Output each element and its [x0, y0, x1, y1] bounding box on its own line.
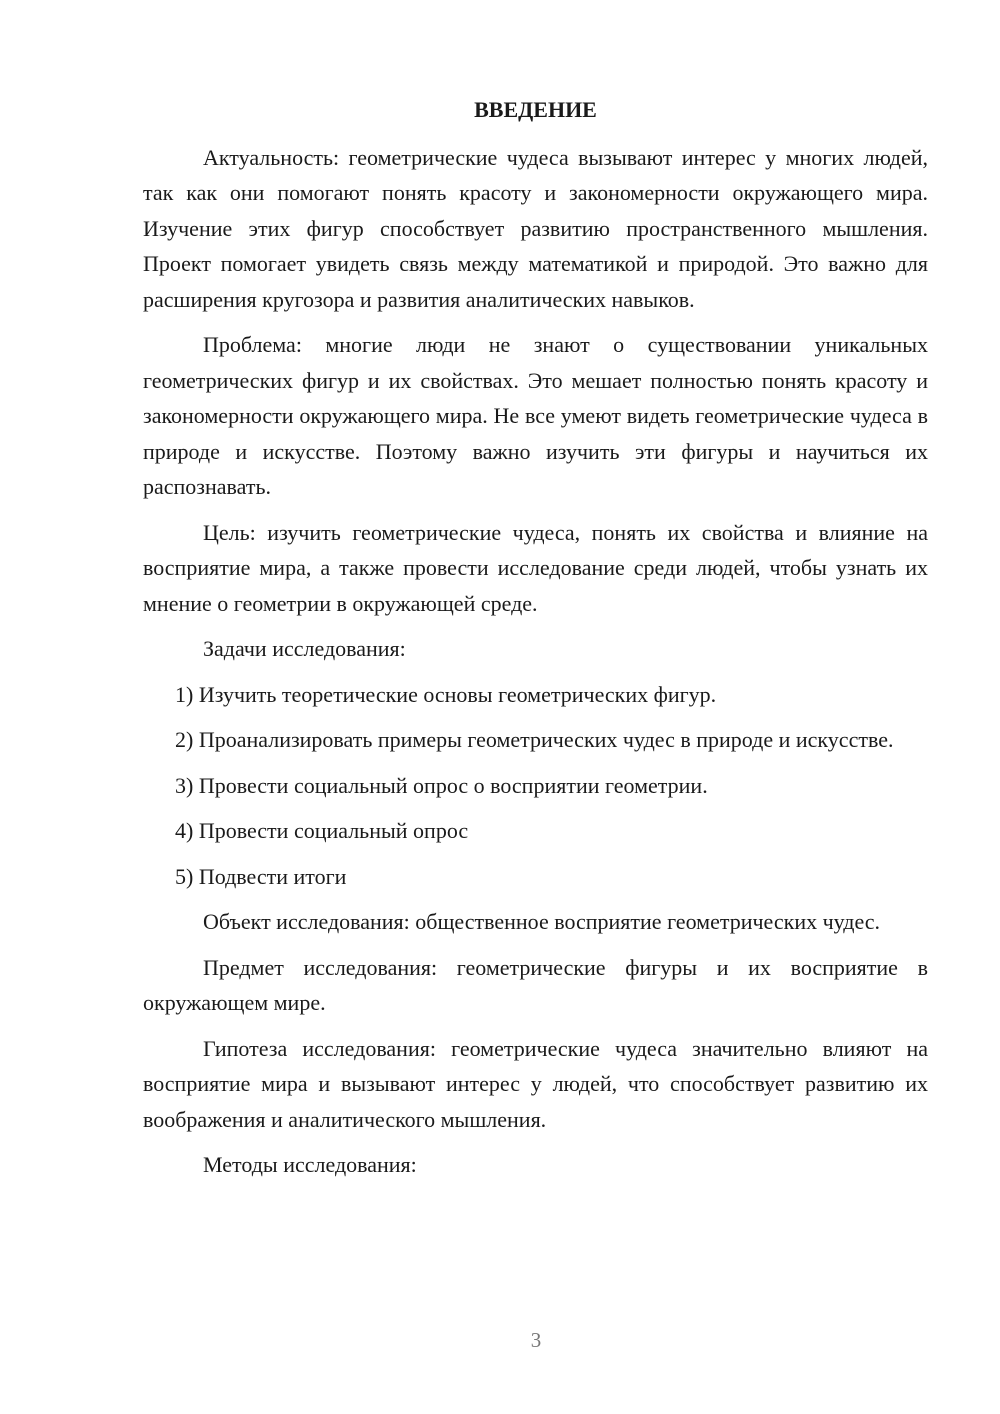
subject-paragraph: Предмет исследования: геометрические фигуры и их восприятие в окружающем мире. — [143, 954, 928, 1015]
problem-paragraph: Проблема: многие люди не знают о существовании уникальных геометрических фигур и их свойствах. Это мешает полностью понять красоту и закономерности окружающего мира. Не все умеют видеть геометрические чудеса в природе и искусстве. Поэтому важно изучить эти фигуры и научиться их распознавать. — [143, 332, 928, 499]
methods-heading: Методы исследования: — [203, 1152, 417, 1177]
tasks-heading: Задачи исследования: — [203, 636, 406, 661]
page-number: 3 — [530, 1328, 542, 1352]
task-item-4: 4) Провести социальный опрос — [175, 818, 469, 843]
task-item-1: 1) Изучить теоретические основы геометрических фигур. — [175, 681, 717, 707]
page-content — [143, 92, 928, 1193]
goal-paragraph: Цель: изучить геометрические чудеса, понять их свойства и влияние на восприятие мира, а также провести исследование среди людей, чтобы узнать их мнение о геометрии в окружающей среде. — [143, 519, 928, 616]
task-item-5: 5) Подвести итоги — [175, 863, 347, 889]
task-item-3: 3) Провести социальный опрос о восприятии геометрии. — [175, 772, 708, 798]
object-paragraph: Объект исследования: общественное восприятие геометрических чудес. — [203, 909, 881, 934]
section-title: ВВЕДЕНИЕ — [474, 97, 597, 122]
task-item-2: 2) Проанализировать примеры геометрических чудес в природе и искусстве. — [175, 727, 894, 752]
hypothesis-paragraph: Гипотеза исследования: геометрические чудеса значительно влияют на восприятие мира и вызывают интерес у людей, что способствует развитию их воображения и аналитического мышления. — [143, 1035, 928, 1132]
relevance-paragraph: Актуальность: геометрические чудеса вызывают интерес у многих людей, так как они помогают понять красоту и закономерности окружающего мира. Изучение этих фигур способствует развитию пространственного мышления. Проект помогает увидеть связь между математикой и природой. Это важно для расширения кругозора и развития аналитических навыков. — [143, 144, 928, 312]
